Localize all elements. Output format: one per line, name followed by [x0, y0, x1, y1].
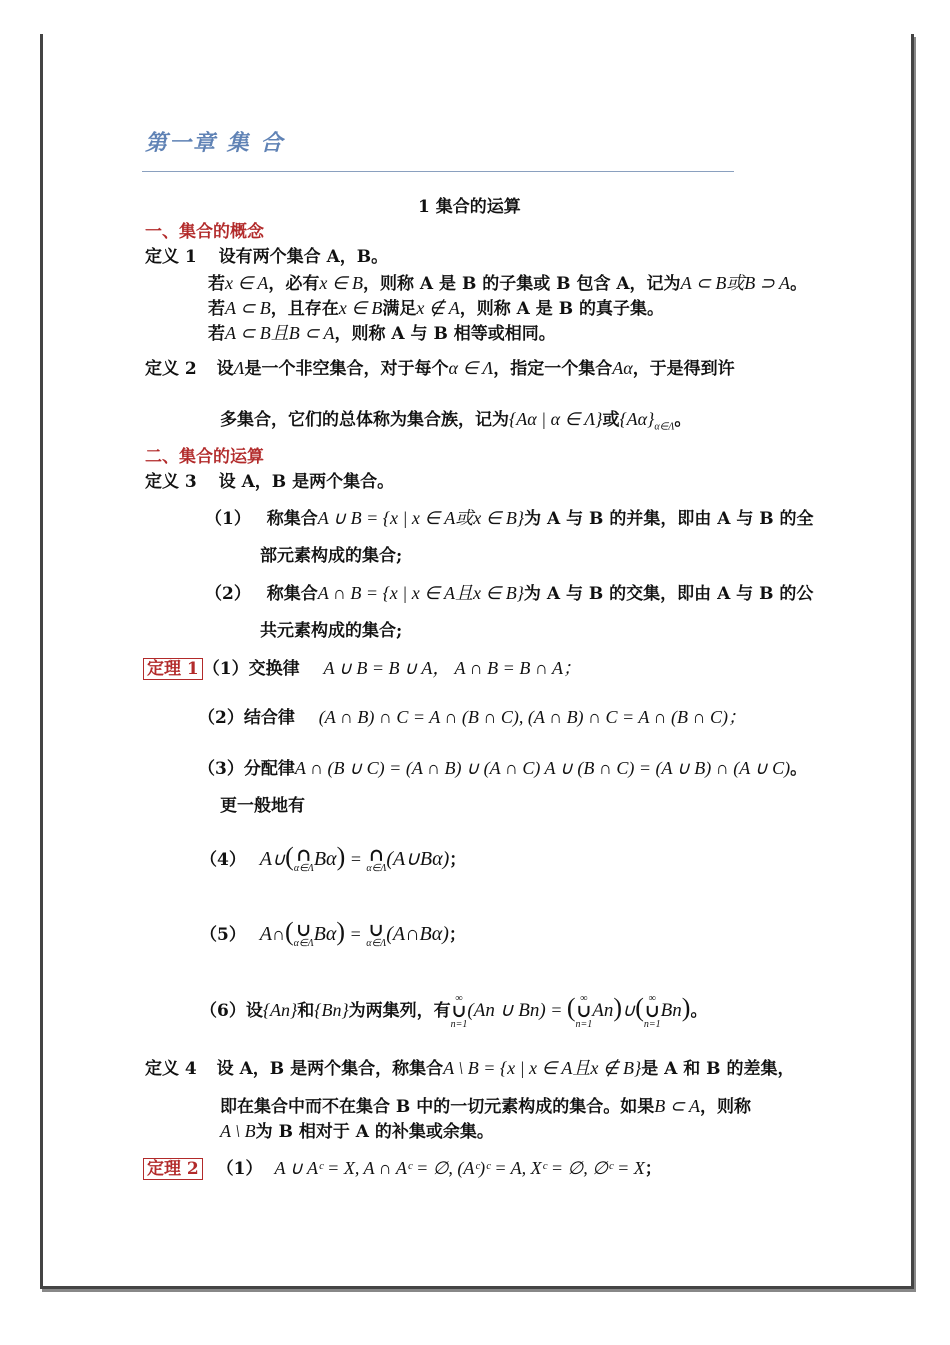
text: ，则称 A 与 B 相等或相同。	[334, 324, 556, 344]
text: ，于是得到许	[632, 359, 735, 379]
formula: A ⊂ B或B ⊃ A	[680, 273, 791, 293]
formula: Bα	[313, 923, 337, 945]
formula-index: α∈Λ	[366, 937, 387, 949]
def2-line1	[145, 357, 735, 380]
chapter-divider	[142, 171, 734, 172]
text: 是 A 和 B 的差集，	[641, 1059, 795, 1079]
text: 为 B 相对于 A 的补集或余集。	[255, 1122, 494, 1142]
formula: Bn	[660, 1000, 682, 1021]
formula-upper: ∞	[580, 992, 588, 1004]
formula: {Aα | α ∈ Λ}	[509, 409, 603, 429]
text: 多集合，它们的总体称为集合族，记为	[220, 410, 509, 430]
formula: A	[259, 923, 272, 945]
big-union: ∞ ∪ n=1	[450, 992, 468, 1030]
text: 为 A 与 B 的交集，即由 A 与 B 的公	[523, 584, 814, 604]
item-number: （4）	[200, 850, 246, 870]
text: 设 A，B 是两个集合。	[218, 472, 395, 492]
big-union: ∪ α∈Λ	[366, 919, 387, 949]
def1-line1	[145, 246, 388, 268]
formula: A \ B = {x | x ∈ A且x ∉ B}	[443, 1058, 642, 1078]
item-number: （2）	[205, 584, 251, 604]
def2-line2	[220, 408, 691, 438]
formula: A ∪ Aᶜ = X, A ∩ Aᶜ = ∅, (Aᶜ)ᶜ = A, Xᶜ = ∅, ∅ᶜ = X	[274, 1158, 645, 1178]
text: ，且存在	[270, 299, 339, 319]
big-union: ∪ α∈Λ	[293, 919, 314, 949]
formula: A	[259, 848, 272, 870]
text: 。	[790, 759, 808, 779]
text: ，指定一个集合	[493, 359, 613, 379]
formula: Λ	[233, 358, 245, 378]
def3-item2	[205, 582, 813, 605]
thm1-item4: （4） A∪( ∩ α∈Λ Bα) = ∩ α∈Λ (A∪Bα)；	[200, 842, 467, 874]
section-title: 1 集合的运算	[418, 197, 521, 217]
text: 和	[297, 1001, 315, 1021]
text: 是一个非空集合，对于每个	[244, 359, 449, 379]
formula-index: n=1	[643, 1018, 661, 1030]
text: 。	[674, 410, 692, 430]
text: （6）设	[200, 1001, 263, 1021]
thm1-general: 更一般地有	[220, 796, 305, 816]
text: 称集合	[266, 509, 318, 529]
formula-index: n=1	[575, 1018, 593, 1030]
def1-text: 设有两个集合 A，B。	[218, 247, 389, 267]
item-number: （1）	[216, 1159, 263, 1179]
formula: (An ∪ Bn)	[467, 1000, 546, 1021]
formula: Aα	[612, 358, 633, 378]
text: （3）分配律	[198, 759, 295, 779]
item-number: （5）	[200, 925, 246, 945]
formula: A ∪ B = B ∪ A， A ∩ B = B ∩ A；	[323, 658, 581, 678]
formula-index: n=1	[450, 1018, 468, 1030]
text: 。	[790, 274, 808, 294]
text: 为两集列，有	[348, 1001, 451, 1021]
def3-item1	[205, 507, 814, 530]
formula: (A∩Bα)	[386, 923, 449, 945]
big-union: ∞ ∪ n=1	[575, 992, 593, 1030]
def4-line2	[220, 1095, 751, 1118]
formula: x ∉ A	[416, 298, 460, 318]
def1-label: 定义 1	[145, 247, 197, 267]
def1-line4	[208, 322, 556, 345]
formula: α ∈ Λ	[448, 358, 494, 378]
text: ，必有	[268, 274, 320, 294]
formula: Bα	[313, 848, 337, 870]
big-intersection: ∩ α∈Λ	[293, 844, 314, 874]
def1-line3	[208, 297, 664, 320]
text: 设 A，B 是两个集合，称集合	[216, 1059, 444, 1079]
def3-line1	[145, 471, 394, 493]
formula: {Aα}	[619, 409, 655, 429]
formula-upper: ∞	[648, 992, 656, 1004]
thm1-label: 定理 1	[143, 658, 203, 680]
item-number: （1）	[205, 509, 251, 529]
formula: A ⊂ B	[225, 298, 271, 318]
text: 为 A 与 B 的并集，即由 A 与 B 的全	[524, 509, 814, 529]
text: ；	[644, 1159, 662, 1179]
formula: B ⊂ A	[654, 1096, 700, 1116]
formula: A ∩ B = {x | x ∈ A且x ∈ B}	[317, 583, 524, 603]
def3-item2-cont: 共元素构成的集合;	[260, 621, 403, 641]
formula-index: α∈Λ	[293, 937, 314, 949]
def4-line1	[145, 1057, 794, 1080]
formula: {Bn}	[314, 1000, 349, 1020]
formula-subscript: α∈Λ	[654, 421, 675, 433]
formula: x ∈ A	[225, 273, 269, 293]
formula: A \ B	[220, 1121, 256, 1141]
formula: A ∩ (B ∪ C) = (A ∩ B) ∪ (A ∩ C) A ∪ (B ∩ C) = (A ∪ B) ∩ (A ∪ C)	[294, 758, 791, 778]
formula: A ∪ B = {x | x ∈ A或x ∈ B}	[317, 508, 525, 528]
formula: An	[592, 1000, 614, 1021]
thm1-item3	[198, 757, 807, 780]
def4-label: 定义 4	[145, 1059, 197, 1079]
thm1-item1	[143, 657, 581, 680]
text: 若	[208, 274, 225, 294]
formula: (A∪Bα)	[386, 848, 450, 870]
thm1-item5: （5） A∩( ∪ α∈Λ Bα) = ∪ α∈Λ (A∩Bα)；	[200, 917, 466, 949]
text: 设	[216, 359, 234, 379]
thm2-item1	[143, 1157, 662, 1180]
formula-index: α∈Λ	[293, 862, 314, 874]
formula: x ∈ B	[319, 273, 364, 293]
text: （1）交换律	[202, 659, 300, 679]
thm1-item2	[198, 706, 746, 729]
big-intersection: ∩ α∈Λ	[366, 844, 387, 874]
text: ，则称 A 是 B 的真子集。	[459, 299, 664, 319]
text: ，则称 A 是 B 的子集或 B 包含 A，记为	[363, 274, 681, 294]
part2-heading: 二、集合的运算	[145, 447, 264, 467]
text: （2）结合律	[198, 708, 295, 728]
part1-heading: 一、集合的概念	[145, 222, 264, 242]
text: 若	[208, 324, 225, 344]
text: 或	[602, 410, 620, 430]
def2-label: 定义 2	[145, 359, 197, 379]
thm1-item6: （6）设{An}和{Bn}为两集列，有 ∞ ∪ n=1 (An ∪ Bn) = ( ∞ ∪ n=1 An)∪( ∞ ∪ n=1 Bn)。	[200, 992, 708, 1030]
def3-label: 定义 3	[145, 472, 197, 492]
text: ，则称	[699, 1097, 751, 1117]
chapter-title: 第一章 集 合	[145, 130, 285, 156]
formula: {An}	[262, 1000, 298, 1020]
text: 。	[690, 1001, 708, 1021]
text: 称集合	[266, 584, 318, 604]
formula: A ⊂ B且B ⊂ A	[225, 323, 335, 343]
def3-item1-cont: 部元素构成的集合;	[260, 546, 403, 566]
def1-line2	[208, 272, 807, 295]
text: 若	[208, 299, 225, 319]
formula-index: α∈Λ	[366, 862, 387, 874]
formula: x ∈ B	[338, 298, 383, 318]
formula-upper: ∞	[455, 992, 463, 1004]
big-union: ∞ ∪ n=1	[643, 992, 661, 1030]
text: 满足	[382, 299, 417, 319]
def4-line3	[220, 1120, 494, 1143]
formula: (A ∩ B) ∩ C = A ∩ (B ∩ C), (A ∩ B) ∩ C = A ∩ (B ∩ C)；	[318, 707, 747, 727]
text: 即在集合中而不在集合 B 中的一切元素构成的集合。如果	[220, 1097, 655, 1117]
thm2-label: 定理 2	[143, 1158, 203, 1180]
